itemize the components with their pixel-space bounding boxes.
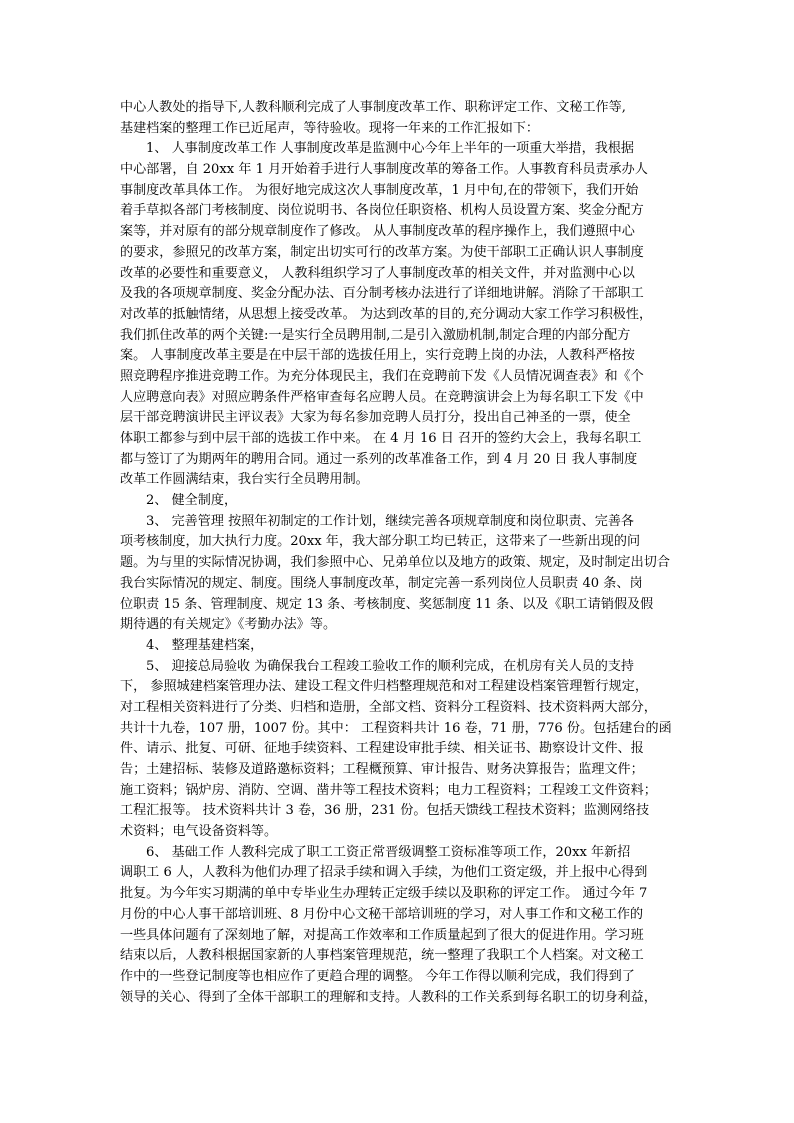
text-line: 事制度改革具体工作。 为很好地完成这次人事制度改革，1 月中旬,在的带领下，我们开始 <box>120 182 639 198</box>
text-line: 体职工都参与到中层干部的选拔工作中来。 在 4 月 16 日 召开的签约大会上，我每名职工 <box>120 431 642 446</box>
text-line: 着手草拟各部门考核制度、岗位说明书、各岗位任职资格、机构人员设置方案、奖金分配方 <box>120 203 644 219</box>
text-line: 案等，并对原有的部分规章制度作了修改。 从人事制度改革的程序操作上，我们遵照中心 <box>120 224 635 240</box>
document-page <box>120 98 680 1008</box>
text-line: 项考核制度，加大执行力度。20xx 年，我大部分职工均已转正，这带来了一些新出现的问 <box>120 534 641 550</box>
text-line: 位职责 15 条、管理制度、规定 13 条、考核制度、奖惩制度 11 条、以及《职工请销假及假 <box>120 596 654 612</box>
text-line: 月份的中心人事干部培训班、8 月份中心文秘干部培训班的学习，对人事工作和文秘工作的 <box>120 906 644 922</box>
text-line: 5、 迎接总局验收 为确保我台工程竣工验收工作的顺利完成，在机房有关人员的支持 <box>146 658 635 674</box>
text-line: 批复。为今年实习期满的单中专毕业生办理转正定级手续以及职称的评定工作。 通过今年 7 <box>120 886 648 902</box>
text-line: 4、 整理基建档案， <box>146 637 264 653</box>
text-line: 术资料；电气设备资料等。 <box>120 824 278 840</box>
text-line: 我台实际情况的规定、制度。围绕人事制度改革，制定完善一系列岗位人员职责 40 条、岗 <box>120 575 643 591</box>
text-line: 件、请示、批复、可研、征地手续资料、工程建设审批手续、相关证书、勘察设计文件、报 <box>120 741 644 757</box>
text-line: 施工资料；锅炉房、消防、空调、凿井等工程技术资料；电力工程资料；工程竣工文件资料； <box>120 782 657 798</box>
text-line: 3、 完善管理 按照年初制定的工作计划，继续完善各项规章制度和岗位职责、完善各 <box>146 513 635 529</box>
text-line: 我们抓住改革的两个关键:一是实行全员聘用制,二是引入激励机制,制定合理的内部分配方 <box>120 327 631 343</box>
text-line: 1、 人事制度改革工作 人事制度改革是监测中心今年上半年的一项重大举措，我根据 <box>146 141 635 157</box>
text-line: 领导的关心、得到了全体干部职工的理解和支持。人教科的工作关系到每名职工的切身利益， <box>120 989 657 1005</box>
text-line: 6、 基础工作 人教科完成了职工工资正常晋级调整工资标准等项工作，20xx 年新招 <box>146 844 631 860</box>
text-line: 2、 健全制度， <box>146 493 238 509</box>
text-line: 都与签订了为期两年的聘用合同。通过一系列的改革准备工作，到 4 月 20 日 我人事制度 <box>120 451 638 467</box>
text-line: 案。 人事制度改革主要是在中层干部的选拔任用上，实行竞聘上岗的办法，人教科严格按 <box>120 348 635 364</box>
text-line: 一些具体问题有了深刻地了解，对提高工作效率和工作质量起到了很大的促进作用。学习班 <box>120 927 644 943</box>
text-line: 的要求，参照兄的改革方案，制定出切实可行的改革方案。为使干部职工正确认识人事制度 <box>120 244 644 260</box>
text-line: 对改革的抵触情绪，从思想上接受改革。 为达到改革的目的,充分调动大家工作学习积极性， <box>120 306 653 322</box>
text-line: 下， 参照城建档案管理办法、建设工程文件归档整理规范和对工程建设档案管理暂行规定， <box>120 679 648 695</box>
text-line: 照竞聘程序推进竞聘工作。为充分体现民主，我们在竞聘前下发《人员情况调查表》和《个 <box>120 368 644 384</box>
text-line: 结束以后，人教科根据国家新的人事档案管理规范，统一整理了我职工个人档案。对文秘工 <box>120 948 644 964</box>
text-line: 及我的各项规章制度、奖金分配办法、百分制考核办法进行了详细地讲解。消除了干部职工 <box>120 286 644 302</box>
text-line: 告；土建招标、装修及道路邀标资料；工程概预算、审计报告、财务决算报告；监理文件； <box>120 762 644 777</box>
text-line: 中心人教处的指导下,人教科顺利完成了人事制度改革工作、职称评定工作、文秘工作等, <box>120 100 626 115</box>
text-line: 作中的一些登记制度等也相应作了更趋合理的调整。 今年工作得以顺利完成，我们得到了 <box>120 968 635 984</box>
text-line: 调职工 6 人，人教科为他们办理了招录手续和调入手续，为他们工资定级，并上报中心得到 <box>120 865 648 881</box>
text-line: 共计十九卷，107 册，1007 份。其中： 工程资料共计 16 卷，71 册，776 份。包括建台的函 <box>120 720 672 736</box>
text-line: 改革的必要性和重要意义， 人教科组织学习了人事制度改革的相关文件，并对监测中心以 <box>120 265 635 281</box>
text-line: 工程汇报等。 技术资料共计 3 卷，36 册，231 份。包括天馈线工程技术资料；监测网络技 <box>120 803 650 819</box>
text-line: 人应聘意向表》对照应聘条件严格审查每名应聘人员。在竞聘演讲会上为每名职工下发《中 <box>120 389 644 405</box>
text-line: 对工程相关资料进行了分类、归档和造册，全部文档、资料分工程资料、技术资料两大部分， <box>120 699 657 715</box>
text-line: 改革工作圆满结束，我台实行全员聘用制。 <box>120 472 369 488</box>
text-line: 基建档案的整理工作已近尾声，等待验收。现将一年来的工作汇报如下： <box>120 120 539 136</box>
text-line: 中心部署，自 20xx 年 1 月开始着手进行人事制度改革的筹备工作。人事教育科员责承办人 <box>120 162 648 178</box>
text-line: 层干部竞聘演讲民主评议表》大家为每名参加竞聘人员打分，投出自己神圣的一票，使全 <box>120 410 631 426</box>
text-line: 题。为与里的实际情况协调，我们参照中心、兄弟单位以及地方的政策、规定，及时制定出切合 <box>120 555 670 571</box>
text-line: 期待遇的有关规定》《考勤办法》等。 <box>120 617 337 633</box>
